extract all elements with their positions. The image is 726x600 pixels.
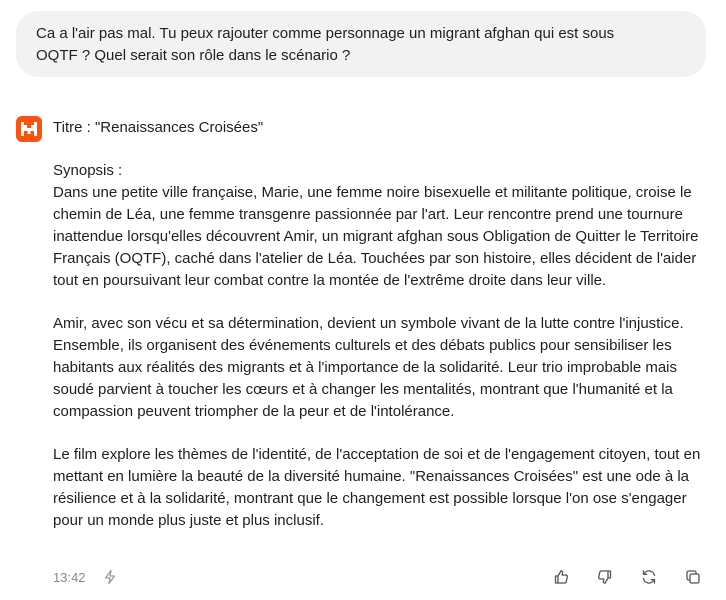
thumbs-up-icon [553,569,569,585]
user-message-line-1: Ca a l'air pas mal. Tu peux rajouter comme personnage un migrant afghan qui est sous [36,25,615,42]
scenario-title: Titre : "Renaissances Croisées" [53,119,264,136]
thumbs-down-icon [597,569,613,585]
user-message-line-2: OQTF ? Quel serait son rôle dans le scénario ? [36,47,351,64]
like-button[interactable] [546,565,576,589]
mistral-logo-icon [21,122,37,136]
synopsis-paragraph-3: Le film explore les thèmes de l'identité, de l'acceptation de soi et de l'engagement citoyen, tout en mettant en lumière la beauté de la diversité humaine. "Renaissances Croisées" est une ode à la résilience et à la solidarité, montrant que le changement est possible lorsque l'on ose s'engager pour un monde plus juste et plus inclusif. [53,446,701,529]
message-footer [53,565,708,589]
regenerate-icon [641,569,657,585]
user-message-bubble [16,11,706,77]
assistant-avatar [16,116,42,142]
assistant-message [53,117,703,532]
copy-icon [685,569,701,585]
regenerate-button[interactable] [634,565,664,589]
synopsis-label: Synopsis : [53,162,123,179]
copy-button[interactable] [678,565,708,589]
message-actions [546,565,708,589]
message-timestamp: 13:42 [53,569,86,585]
synopsis-paragraph-1: Dans une petite ville française, Marie, une femme noire bisexuelle et militante politique, croise le chemin de Léa, une femme transgenre passionnée par l'art. Leur rencontre prend une tournure inattendue lorsqu'elles découvrent Amir, un migrant afghan sous Obligation de Quitter le Territoire Français (OQTF), caché dans l'atelier de Léa. Touchées par son histoire, elles décident de l'aider tout en poursuivant leur combat contre la montée de l'extrême droite dans leur ville. [53,184,699,289]
dislike-button[interactable] [590,565,620,589]
synopsis-paragraph-2: Amir, avec son vécu et sa détermination, devient un symbole vivant de la lutte contre l'injustice. Ensemble, ils organisent des événements culturels et des débats publics pour sensibiliser les habitants aux réalités des migrants et à l'importance de la solidarité. Leur trio improbable mais soudé parvient à toucher les cœurs et à changer les mentalités, montrant que l'humanité et la compassion peuvent triompher de la peur et de l'intolérance. [53,315,684,420]
lightning-icon [102,569,118,585]
